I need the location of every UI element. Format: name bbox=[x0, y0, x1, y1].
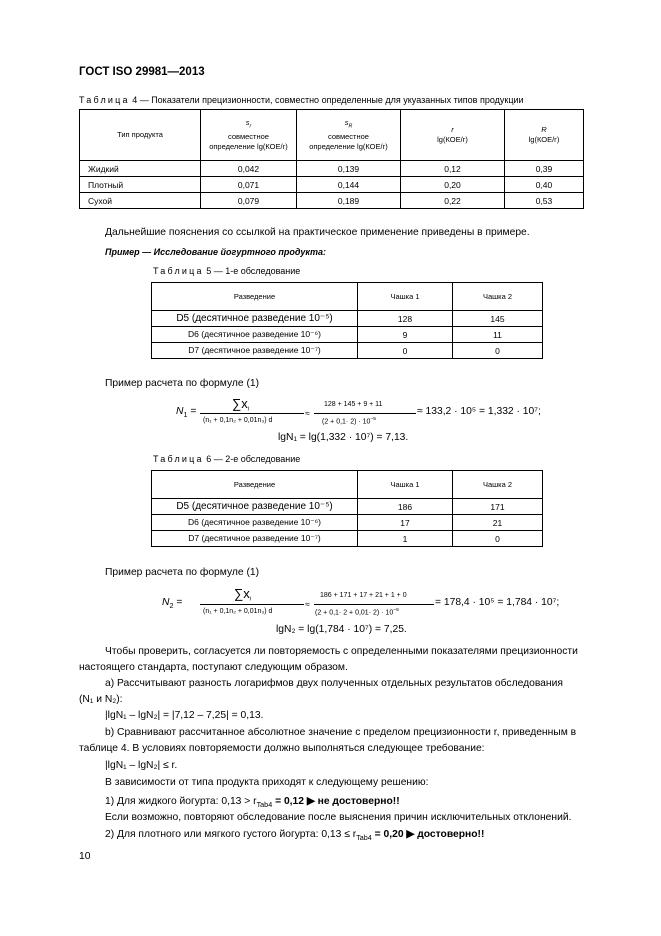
table5: Разведение Чашка 1 Чашка 2 D5 (десятичное разведение 10⁻⁵) 128 145 D6 (десятичное разведение 10⁻⁶) 9 11 D7 (десятичное разведение 10⁻⁷) 0 0 bbox=[151, 282, 543, 359]
table4-col-r: r lg(КОЕ/г) bbox=[401, 110, 505, 161]
paragraph: Если возможно, повторяют обследование после выяснения причин исключительных отклонений. bbox=[105, 812, 572, 823]
table-row: D5 (десятичное разведение 10⁻⁵) 128 145 bbox=[152, 311, 543, 327]
paragraph: |lgN₁ – lgN₂| = |7,12 – 7,25| = 0,13. bbox=[105, 710, 264, 721]
table-row: D6 (десятичное разведение 10⁻⁶) 9 11 bbox=[152, 327, 543, 343]
paragraph: b) Сравнивают рассчитанное абсолютное значение с пределом прецизионности r, приведенным в bbox=[105, 727, 577, 738]
paragraph: Чтобы проверить, согласуется ли повторяемость с определенными показателями прецизионности bbox=[105, 646, 578, 657]
table4-col-sr: $s_r$ совместное определение lg(КОЕ/г) bbox=[201, 110, 297, 161]
table6-caption: Таблица 6 — 2-е обследование bbox=[153, 454, 301, 464]
table-row: D6 (десятичное разведение 10⁻⁶) 17 21 bbox=[152, 515, 543, 531]
table4-caption: Таблица 4 — Показатели прецизионности, совместно определенные для укуазанных типов продукции bbox=[79, 95, 524, 105]
paragraph: Дальнейшие пояснения со ссылкой на практическое применение приведены в примере. bbox=[105, 227, 530, 238]
paragraph: 1) Для жидкого йогурта: $0,13 > r_{Tab4} = 0,12$ ▶ не достоверно!! bbox=[105, 796, 400, 810]
paragraph: 2) Для плотного или мягкого густого йогурта: $0,13 \le r_{Tab4} = 0,20$ ▶ достоверно!! bbox=[105, 829, 485, 843]
example-title: Пример — Исследование йогуртного продукта: bbox=[105, 247, 326, 257]
paragraph: (N₁ и N₂): bbox=[79, 694, 123, 705]
calc-label: Пример расчета по формуле (1) bbox=[105, 567, 260, 578]
table-row: Сухой 0,079 0,189 0,22 0,53 bbox=[80, 193, 584, 209]
calc-label: Пример расчета по формуле (1) bbox=[105, 378, 260, 389]
paragraph: настоящего стандарта, поступают следующим образом. bbox=[79, 662, 348, 673]
table5-caption: Таблица 5 — 1-е обследование bbox=[153, 266, 301, 276]
table4-col-R: R lg(КОЕ/г) bbox=[505, 110, 584, 161]
paragraph: |lgN₁ – lgN₂| ≤ r. bbox=[105, 760, 178, 771]
table4-col-sR: $s_R$ совместное определение lg(КОЕ/г) bbox=[297, 110, 401, 161]
paragraph: таблице 4. В условиях повторяемости должно выполняться следующее требование: bbox=[79, 743, 485, 754]
document-header: ГОСТ ISO 29981—2013 bbox=[79, 66, 205, 78]
table6: Разведение Чашка 1 Чашка 2 D5 (десятичное разведение 10⁻⁵) 186 171 D6 (десятичное разведение 10⁻⁶) 17 21 D7 (десятичное разведение 10⁻⁷) 1 0 bbox=[151, 470, 543, 547]
table-row: D7 (десятичное разведение 10⁻⁷) 0 0 bbox=[152, 343, 543, 359]
paragraph: В зависимости от типа продукта приходят к следующему решению: bbox=[105, 777, 429, 788]
table4-col-product: Тип продукта bbox=[80, 110, 201, 161]
table-row: D5 (десятичное разведение 10⁻⁵) 186 171 bbox=[152, 499, 543, 515]
paragraph: a) Рассчитывают разность логарифмов двух полученных отдельных результатов обследования bbox=[105, 678, 563, 689]
page-number: 10 bbox=[79, 851, 91, 862]
table-row: D7 (десятичное разведение 10⁻⁷) 1 0 bbox=[152, 531, 543, 547]
table4 bbox=[79, 109, 584, 209]
table-row: Жидкий 0,042 0,139 0,12 0,39 bbox=[80, 161, 584, 177]
table-row: Плотный 0,071 0,144 0,20 0,40 bbox=[80, 177, 584, 193]
